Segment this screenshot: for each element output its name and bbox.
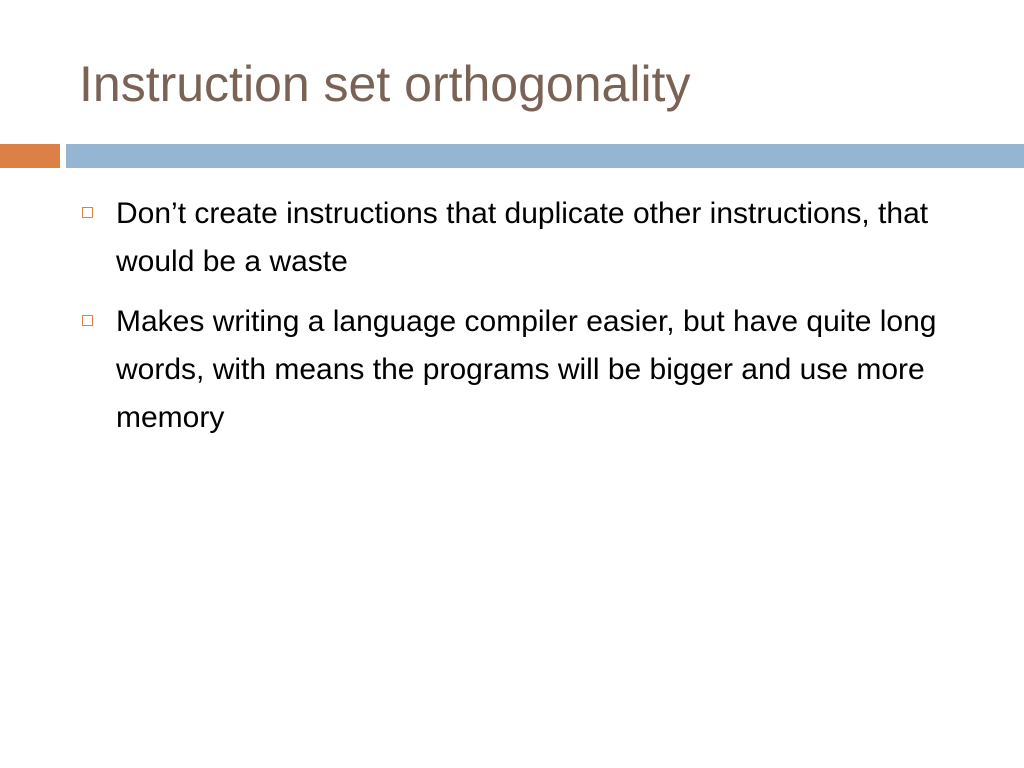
bullet-list xyxy=(82,190,982,454)
hollow-square-bullet-icon xyxy=(82,315,93,326)
bullet-item xyxy=(82,298,982,442)
hollow-square-bullet-icon xyxy=(82,207,93,218)
title-divider-band xyxy=(66,144,1024,168)
bullet-text: Don’t create instructions that duplicate other instructions, that would be a waste xyxy=(116,197,929,278)
accent-band xyxy=(0,144,60,168)
bullet-text: Makes writing a language compiler easier, but have quite long words, with means the programs will be bigger and use more memory xyxy=(116,305,937,434)
slide-title: Instruction set orthogonality xyxy=(79,56,691,112)
bullet-item xyxy=(82,190,982,286)
